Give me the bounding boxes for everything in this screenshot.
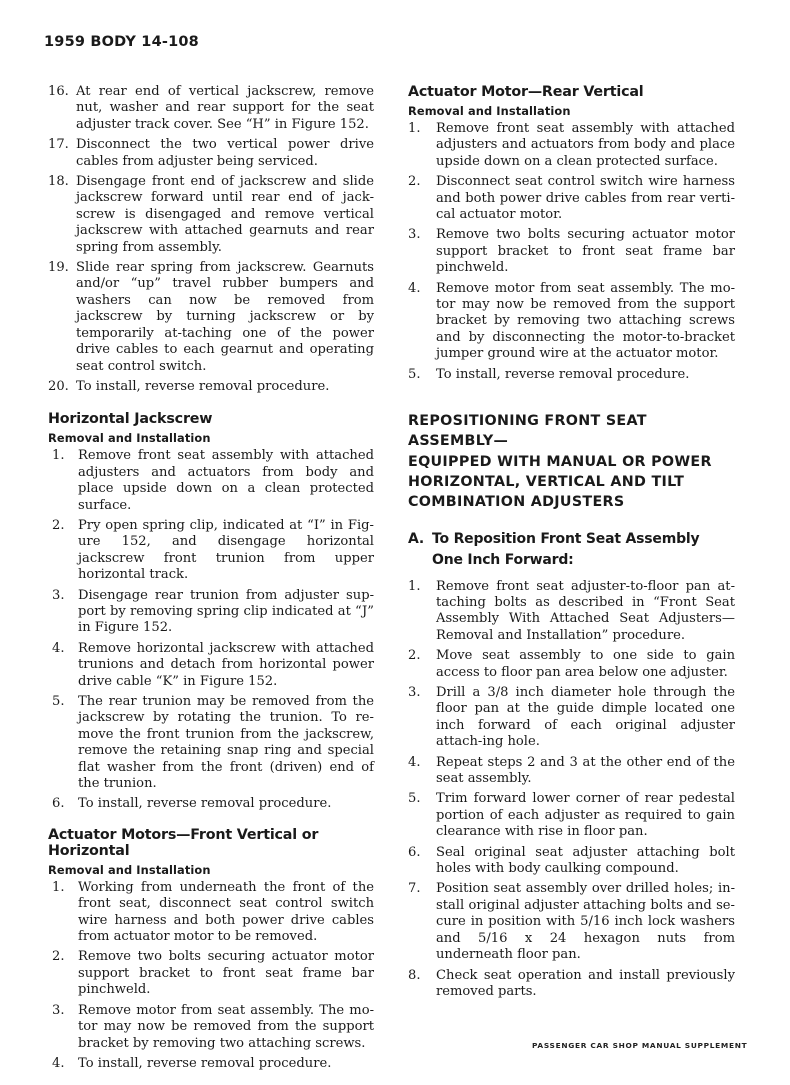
list-item: 1. Remove front seat adjuster-to-floor pan at-taching bolts as described in “Front Seat Assembly With Attached Seat Adjusters—Removal and Installation” procedure. — [408, 578, 735, 643]
section-a-heading: A. To Reposition Front Seat Assembly One Inch Forward: — [408, 530, 700, 568]
list-item: 4. Remove horizontal jackscrew with attached trunions and detach from horizontal power drive cable “K” in Figure 152. — [52, 640, 374, 689]
list-item: 6. Seal original seat adjuster attaching bolt holes with body caulking compound. — [408, 844, 735, 877]
list-item: 2. Disconnect seat control switch wire harness and both power drive cables from rear verti-cal actuator motor. — [408, 174, 735, 223]
repositioning-heading: REPOSITIONING FRONT SEAT ASSEMBLY— EQUIPPED WITH MANUAL OR POWER HORIZONTAL, VERTICAL AND TILT COMBINATION ADJUSTERS — [408, 413, 712, 511]
continued-steps-list — [48, 84, 374, 395]
horizontal-jackscrew-steps — [48, 448, 374, 813]
list-item: 1. Remove front seat assembly with attached adjusters and actuators from body and place upside down on a clean protected surface. — [52, 448, 374, 513]
list-item: 16. At rear end of vertical jackscrew, remove nut, washer and rear support for the seat adjuster track cover. See “H” in Figure 152. — [48, 84, 374, 132]
list-item: 5. Trim forward lower corner of rear pedestal portion of each adjuster as required to gain clearance with rise in floor pan. — [408, 791, 735, 840]
list-item: 7. Position seat assembly over drilled holes; in-stall original adjuster attaching bolts and se-cure in position with 5/16 inch lock washers and 5/16 x 24 hexagon nuts from underneath floor pan. — [408, 881, 735, 963]
section-heading-horizontal-jackscrew: Horizontal Jackscrew — [48, 411, 213, 428]
section-heading-actuator-motor-rear: Actuator Motor—Rear Vertical — [408, 84, 644, 100]
right-column — [408, 84, 735, 1004]
list-item: 5. To install, reverse removal procedure. — [408, 366, 690, 382]
list-item: 17. Disconnect the two vertical power drive cables from adjuster being serviced. — [48, 137, 374, 169]
section-a-steps — [408, 579, 735, 1001]
list-item: 8. Check seat operation and install previously removed parts. — [408, 967, 735, 999]
list-item: 4. To install, reverse removal procedure. — [52, 1055, 332, 1071]
actuator-motor-rear-steps — [408, 121, 735, 383]
list-item: 2. Pry open spring clip, indicated at “I” in Fig-ure 152, and disengage horizontal jackscrew front trunion from upper horizontal track. — [52, 517, 374, 583]
list-item: 4. Repeat steps 2 and 3 at the other end of the seat assembly. — [408, 754, 735, 787]
list-item: 1. Working from underneath the front of the front seat, disconnect seat control switch wire harness and both power drive cables from actuator motor to be removed. — [52, 879, 374, 945]
subheading-removal-installation: Removal and Installation — [408, 104, 571, 118]
actuator-motors-front-steps — [48, 880, 374, 1072]
list-item: 1. Remove front seat assembly with attached adjusters and actuators from body and place upside down on a clean protected surface. — [408, 121, 735, 169]
page-footer: PASSENGER CAR SHOP MANUAL SUPPLEMENT — [532, 1041, 748, 1050]
page-header: 1959 BODY 14-108 — [44, 34, 199, 50]
list-item: 2. Move seat assembly to one side to gain access to floor pan area below one adjuster. — [408, 648, 735, 680]
list-item: 20. To install, reverse removal procedure. — [48, 378, 330, 394]
list-item: 19. Slide rear spring from jackscrew. Gearnuts and/or “up” travel rubber bumpers and washers can now be removed from jackscrew by turning jackscrew or by temporarily at-taching one of the power drive cables to each gearnut and operating seat control switch. — [48, 260, 374, 374]
list-item: 2. Remove two bolts securing actuator motor support bracket to front seat frame bar pinchweld. — [52, 949, 374, 998]
subheading-removal-installation: Removal and Installation — [48, 431, 211, 446]
list-item: 3. Remove two bolts securing actuator motor support bracket to front seat frame bar pinchweld. — [408, 227, 735, 276]
section-heading-actuator-motors-front: Actuator Motors—Front Vertical or Horizontal — [48, 826, 319, 859]
list-item: 3. Disengage rear trunion from adjuster sup-port by removing spring clip indicated at “J” in Figure 152. — [52, 587, 374, 636]
list-item: 5. The rear trunion may be removed from the jackscrew by rotating the trunion. To re-move the front trunion from the jackscrew, remove the retaining snap ring and special flat washer from the front (driven) end of the trunion. — [52, 694, 374, 792]
left-column — [48, 84, 374, 1076]
list-item: 18. Disengage front end of jackscrew and slide jackscrew forward until rear end of jack-screw is disengaged and remove vertical jackscrew with attached gearnuts and rear spring from assembly. — [48, 174, 374, 255]
list-item: 4. Remove motor from seat assembly. The mo-tor may now be removed from the support bracket by removing two attaching screws and by disconnecting the motor-to-bracket jumper ground wire at the actuator motor. — [408, 280, 735, 362]
list-item: 3. Remove motor from seat assembly. The mo-tor may now be removed from the support bracket by removing two attaching screws. — [52, 1002, 374, 1051]
list-item: 3. Drill a 3/8 inch diameter hole through the floor pan at the guide dimple located one inch forward of each original adjuster attach-ing hole. — [408, 685, 735, 750]
list-item: 6. To install, reverse removal procedure. — [52, 796, 332, 812]
subheading-removal-installation: Removal and Installation — [48, 862, 211, 877]
